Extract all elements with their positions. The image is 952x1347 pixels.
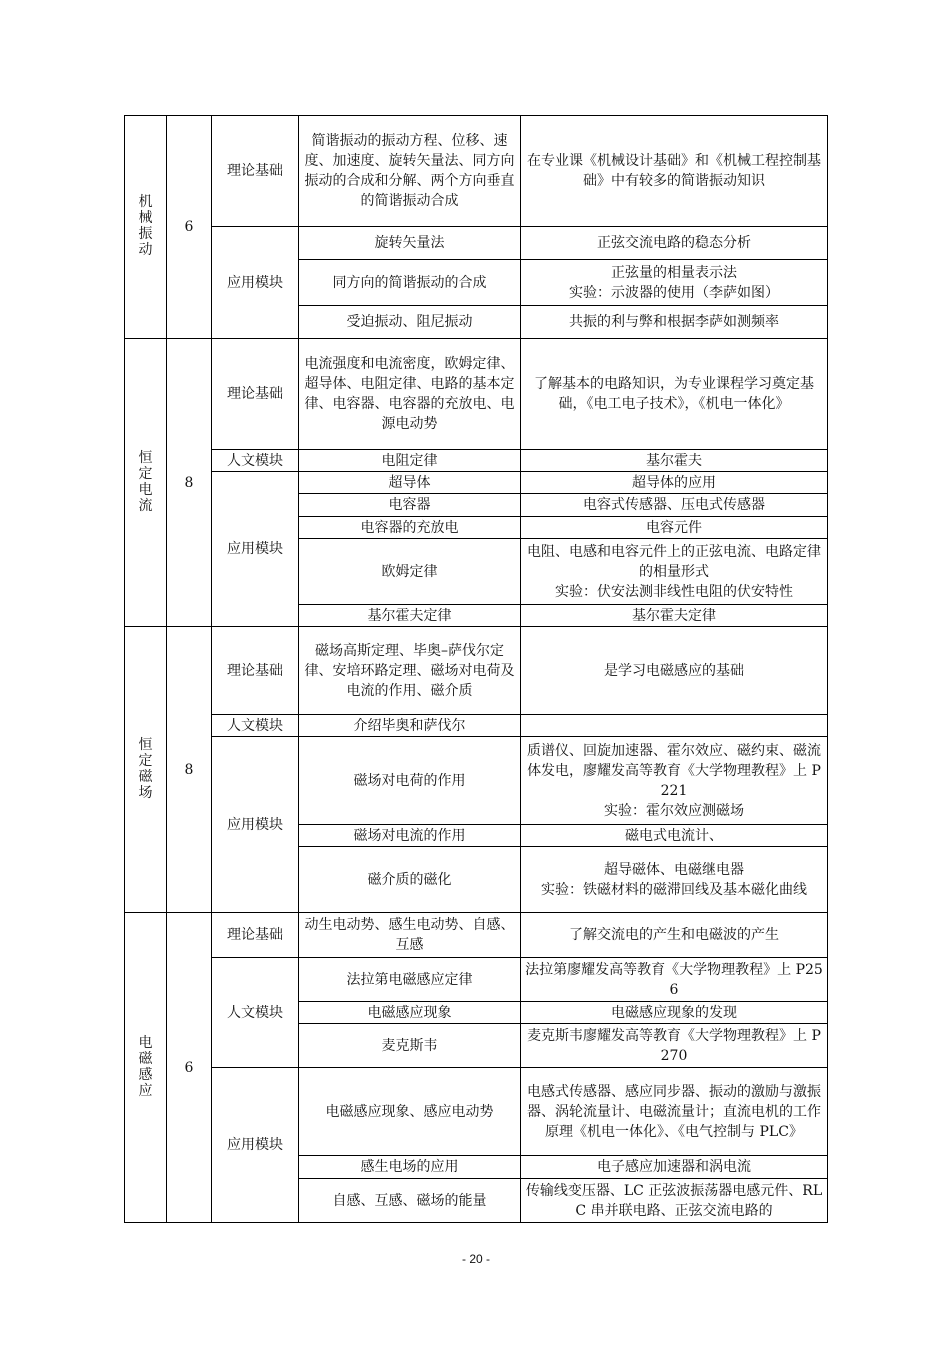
application-line: 超导磁体、电磁继电器 bbox=[604, 861, 744, 878]
application-line: 正弦量的相量表示法 bbox=[611, 264, 737, 281]
content-cell: 欧姆定律 bbox=[299, 539, 521, 605]
section-hours: 8 bbox=[167, 627, 212, 913]
section-hours: 6 bbox=[167, 913, 212, 1223]
application-cell: 传输线变压器、LC 正弦波振荡器电感元件、RLC 串并联电路、正弦交流电路的 bbox=[521, 1179, 828, 1223]
table-row bbox=[125, 958, 828, 1002]
table-row bbox=[125, 116, 828, 227]
application-cell bbox=[521, 737, 828, 825]
module-cell: 人文模块 bbox=[212, 958, 299, 1068]
application-line: 实验：伏安法测非线性电阻的伏安特性 bbox=[555, 583, 793, 600]
content-cell: 简谐振动的振动方程、位移、速度、加速度、旋转矢量法、同方向振动的合成和分解、两个方向垂直的简谐振动合成 bbox=[299, 116, 521, 227]
table-row bbox=[125, 737, 828, 825]
module-cell: 应用模块 bbox=[212, 227, 299, 339]
application-cell: 基尔霍夫定律 bbox=[521, 605, 828, 627]
application-cell: 麦克斯韦廖耀发高等教育《大学物理教程》上 P270 bbox=[521, 1024, 828, 1068]
application-cell: 基尔霍夫 bbox=[521, 450, 828, 472]
application-cell bbox=[521, 847, 828, 913]
module-cell: 应用模块 bbox=[212, 472, 299, 627]
application-cell: 了解基本的电路知识，为专业课程学习奠定基础，《电工电子技术》，《机电一体化》 bbox=[521, 339, 828, 450]
application-cell: 电感式传感器、感应同步器、振动的激励与激振器、涡轮流量计、电磁流量计；直流电机的工作原理《机电一体化》、《电气控制与 PLC》 bbox=[521, 1068, 828, 1156]
section-name-cell bbox=[125, 627, 167, 913]
content-cell: 同方向的简谐振动的合成 bbox=[299, 260, 521, 306]
application-cell: 电容元件 bbox=[521, 517, 828, 539]
application-cell: 超导体的应用 bbox=[521, 472, 828, 494]
table-row bbox=[125, 913, 828, 958]
content-cell: 磁场对电流的作用 bbox=[299, 825, 521, 847]
page-number: - 20 - bbox=[461, 1252, 490, 1266]
content-cell: 磁介质的磁化 bbox=[299, 847, 521, 913]
section-name-cell bbox=[125, 339, 167, 627]
module-cell: 理论基础 bbox=[212, 627, 299, 715]
module-cell: 人文模块 bbox=[212, 715, 299, 737]
module-cell: 理论基础 bbox=[212, 913, 299, 958]
application-line: 实验：示波器的使用（李萨如图） bbox=[569, 284, 779, 301]
application-line: 质谱仪、回旋加速器、霍尔效应、磁约束、磁流体发电，廖耀发高等教育《大学物理教程》上 P221 bbox=[527, 742, 821, 799]
table-row bbox=[125, 1068, 828, 1156]
content-cell: 电磁感应现象、感应电动势 bbox=[299, 1068, 521, 1156]
section-name: 恒定电流 bbox=[138, 449, 153, 514]
content-cell: 电阻定律 bbox=[299, 450, 521, 472]
course-table bbox=[124, 115, 828, 1223]
table-row bbox=[125, 227, 828, 260]
section-hours: 6 bbox=[167, 116, 212, 339]
table-row bbox=[125, 715, 828, 737]
application-cell: 了解交流电的产生和电磁波的产生 bbox=[521, 913, 828, 958]
application-line: 实验：霍尔效应测磁场 bbox=[604, 802, 744, 819]
application-line: 实验：铁磁材料的磁滞回线及基本磁化曲线 bbox=[541, 881, 807, 898]
table-row bbox=[125, 472, 828, 494]
content-cell: 磁场高斯定理、毕奥–萨伐尔定律、安培环路定理、磁场对电荷及电流的作用、磁介质 bbox=[299, 627, 521, 715]
table-row bbox=[125, 627, 828, 715]
application-cell: 磁电式电流计、 bbox=[521, 825, 828, 847]
module-cell: 应用模块 bbox=[212, 1068, 299, 1223]
application-cell: 共振的利与弊和根据李萨如测频率 bbox=[521, 306, 828, 339]
content-cell: 电容器的充放电 bbox=[299, 517, 521, 539]
application-cell bbox=[521, 260, 828, 306]
section-name: 电磁感应 bbox=[138, 1034, 153, 1099]
content-cell: 超导体 bbox=[299, 472, 521, 494]
content-cell: 法拉第电磁感应定律 bbox=[299, 958, 521, 1002]
application-line: 电阻、电感和电容元件上的正弦电流、电路定律的相量形式 bbox=[527, 543, 821, 580]
table-row bbox=[125, 339, 828, 450]
application-cell: 正弦交流电路的稳态分析 bbox=[521, 227, 828, 260]
section-name: 恒定磁场 bbox=[138, 736, 153, 801]
application-cell: 是学习电磁感应的基础 bbox=[521, 627, 828, 715]
module-cell: 理论基础 bbox=[212, 339, 299, 450]
application-cell: 电磁感应现象的发现 bbox=[521, 1002, 828, 1024]
content-cell: 麦克斯韦 bbox=[299, 1024, 521, 1068]
content-cell: 介绍毕奥和萨伐尔 bbox=[299, 715, 521, 737]
content-cell: 电流强度和电流密度，欧姆定律、超导体、电阻定律、电路的基本定律、电容器、电容器的充放电、电源电动势 bbox=[299, 339, 521, 450]
module-cell: 应用模块 bbox=[212, 737, 299, 913]
application-cell: 电容式传感器、压电式传感器 bbox=[521, 494, 828, 517]
module-cell: 理论基础 bbox=[212, 116, 299, 227]
application-cell: 法拉第廖耀发高等教育《大学物理教程》上 P256 bbox=[521, 958, 828, 1002]
content-cell: 基尔霍夫定律 bbox=[299, 605, 521, 627]
section-name: 机械振动 bbox=[138, 194, 153, 258]
content-cell: 动生电动势、感生电动势、自感、互感 bbox=[299, 913, 521, 958]
content-cell: 磁场对电荷的作用 bbox=[299, 737, 521, 825]
content-cell: 感生电场的应用 bbox=[299, 1156, 521, 1179]
application-cell bbox=[521, 539, 828, 605]
section-name-cell bbox=[125, 913, 167, 1223]
application-cell: 在专业课《机械设计基础》和《机械工程控制基础》中有较多的简谐振动知识 bbox=[521, 116, 828, 227]
module-cell: 人文模块 bbox=[212, 450, 299, 472]
application-cell: 电子感应加速器和涡电流 bbox=[521, 1156, 828, 1179]
content-cell: 旋转矢量法 bbox=[299, 227, 521, 260]
table-row bbox=[125, 450, 828, 472]
content-cell: 受迫振动、阻尼振动 bbox=[299, 306, 521, 339]
content-cell: 电磁感应现象 bbox=[299, 1002, 521, 1024]
content-cell: 电容器 bbox=[299, 494, 521, 517]
content-cell: 自感、互感、磁场的能量 bbox=[299, 1179, 521, 1223]
section-hours: 8 bbox=[167, 339, 212, 627]
section-name-cell bbox=[125, 116, 167, 339]
application-cell bbox=[521, 715, 828, 737]
